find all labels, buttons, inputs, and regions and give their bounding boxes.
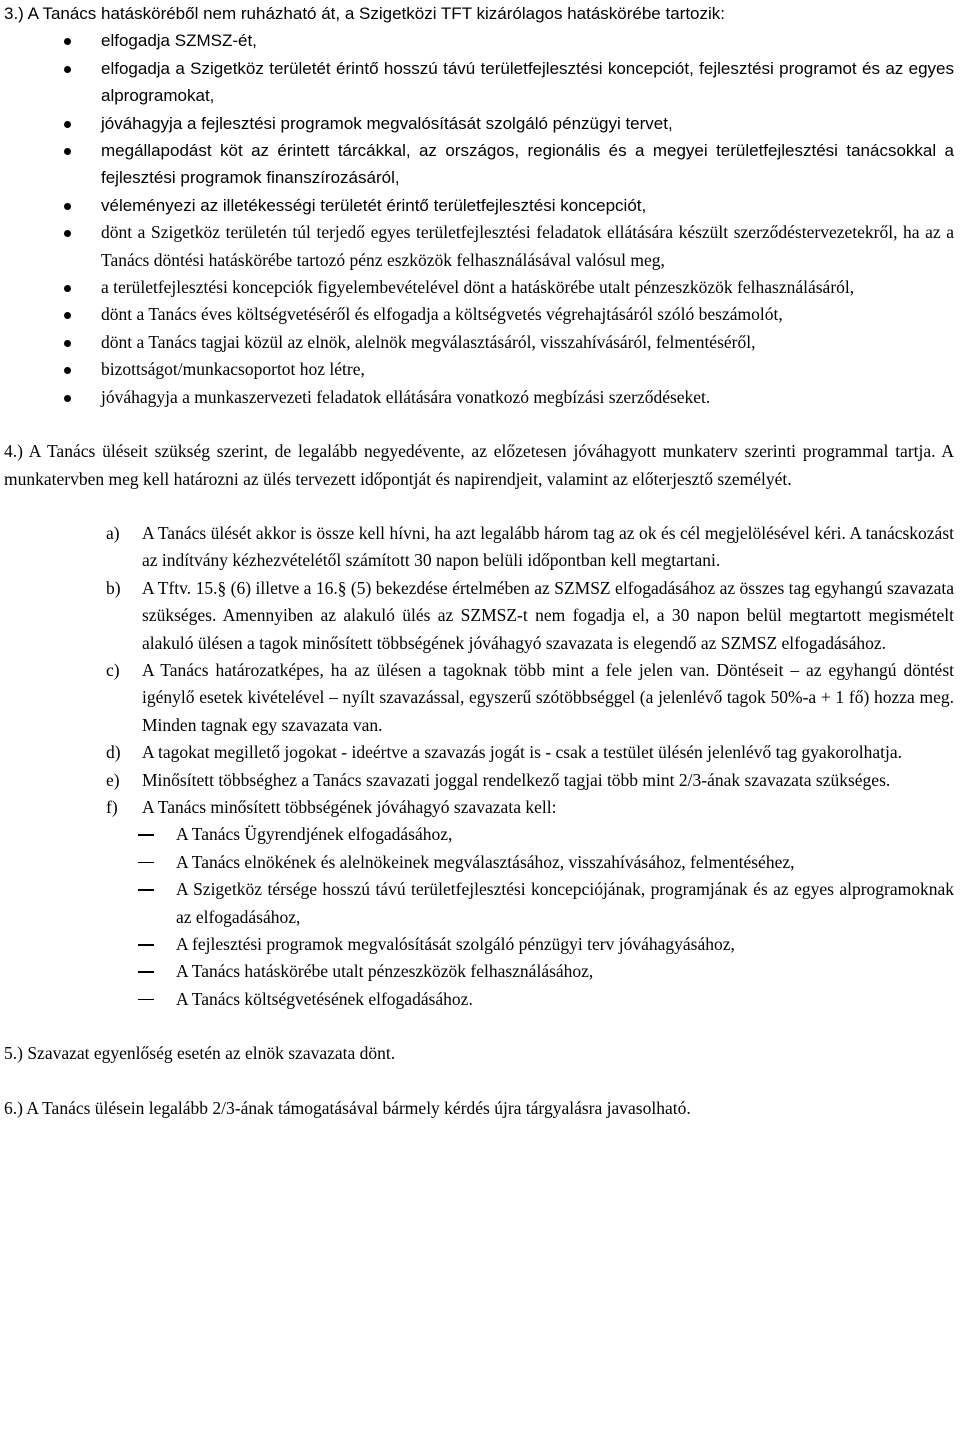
- list-item-text: A tagokat megillető jogokat - ideértve a szavazás jogát is - csak a testület ülésén jelenlévő tag gyakorolhatja.: [142, 742, 903, 763]
- list-item-text: A Tanács minősített többségének jóváhagyó szavazata kell:: [142, 796, 557, 817]
- list-item: [4, 55, 954, 110]
- bullet-icon: [64, 285, 71, 292]
- bullet-icon: [64, 340, 71, 347]
- bullet-icon: [64, 230, 71, 237]
- section-3-list: [4, 27, 954, 411]
- list-item-text: A fejlesztési programok megvalósítását szolgáló pénzügyi terv jóváhagyásához,: [176, 934, 735, 954]
- list-item-text: A Tftv. 15.§ (6) illetve a 16.§ (5) bekezdése értelmében az SZMSZ elfogadásához az összes tag egyhangú szavazata szükséges. Amennyiben az alakuló ülés az SZMSZ-t nem fogadja el, a 30 napon belül megtartott megismételt alakuló ülésen a tagok minősített többségének jóváhagyó szavazata is elegendő az SZMSZ elfogadásához.: [142, 577, 954, 653]
- list-letter: c): [106, 659, 120, 680]
- list-item-text: bizottságot/munkacsoportot hoz létre,: [101, 359, 365, 380]
- list-item-text: A Tanács elnökének és alelnökeinek megválasztásához, visszahívásához, felmentéséhez,: [176, 851, 795, 872]
- section-5-paragraph: 5.) Szavazat egyenlőség esetén az elnök szavazata dönt.: [4, 1043, 396, 1064]
- list-letter: e): [106, 769, 120, 790]
- section-6-paragraph: 6.) A Tanács ülésein legalább 2/3-ának támogatásával bármely kérdés újra tárgyalásra javasolható.: [4, 1097, 691, 1118]
- section-4-dash-list: [4, 821, 954, 1013]
- bullet-icon: [64, 203, 71, 210]
- list-item-text: A Tanács határozatképes, ha az ülésen a tagoknak több mint a fele jelen van. Döntéseit – az egyhangú döntést igénylő esetek kivételével – nyílt szavazással, egyszerű szótöbbséggel (a jelenlévő tagok 50%-a + 1 fő) hozza meg. Minden tagnak egy szavazata van.: [142, 659, 954, 735]
- bullet-icon: [64, 395, 71, 402]
- list-item: [4, 931, 954, 958]
- list-item-text: elfogadja SZMSZ-ét,: [101, 31, 257, 51]
- dash-icon: [138, 862, 154, 864]
- list-item: [4, 849, 954, 876]
- list-item-text: jóváhagyja a fejlesztési programok megvalósítását szolgáló pénzügyi tervet,: [101, 113, 673, 133]
- dash-icon: [138, 944, 154, 946]
- bullet-icon: [64, 38, 71, 45]
- dash-icon: [138, 999, 154, 1001]
- bullet-icon: [64, 66, 71, 73]
- list-item: [4, 301, 954, 328]
- list-item-text: véleményezi az illetékességi területét érintő területfejlesztési koncepciót,: [101, 195, 647, 215]
- list-item: [4, 739, 954, 766]
- list-item-text: dönt a Tanács tagjai közül az elnök, alelnök megválasztásáról, visszahívásáról, felmentéséről,: [101, 331, 756, 352]
- section-4-lettered-list: [4, 520, 954, 821]
- dash-icon: [138, 889, 154, 891]
- list-item-text: A Szigetköz térsége hosszú távú területfejlesztési koncepciójának, programjának és az egyes alprogramoknak az elfogadásához,: [176, 879, 954, 927]
- bullet-icon: [64, 121, 71, 128]
- list-item: [4, 274, 954, 301]
- list-item-text: megállapodást köt az érintett tárcákkal, az országos, regionális és a megyei területfejlesztési tanácsokkal a fejlesztési programok finanszírozásáról,: [101, 141, 954, 188]
- list-letter: f): [106, 796, 118, 817]
- list-item-text: dönt a Tanács éves költségvetéséről és elfogadja a költségvetés végrehajtásáról szóló beszámolót,: [101, 304, 783, 325]
- dash-icon: [138, 834, 154, 836]
- list-item: [4, 958, 954, 985]
- list-item-text: a területfejlesztési koncepciók figyelembevételével dönt a hatáskörébe utalt pénzeszközök felhasználásáról,: [101, 277, 855, 298]
- section-3-heading: 3.) A Tanács hatásköréből nem ruházható át, a Szigetközi TFT kizárólagos hatáskörébe tartozik:: [4, 4, 726, 23]
- list-item-text: Minősített többséghez a Tanács szavazati joggal rendelkező tagjai több mint 2/3-ának szavazata szükséges.: [142, 769, 891, 790]
- list-item: [4, 575, 954, 657]
- list-item-text: A Tanács költségvetésének elfogadásához.: [176, 988, 473, 1009]
- list-item: [4, 876, 954, 931]
- list-letter: a): [106, 522, 120, 543]
- list-letter: b): [106, 577, 121, 598]
- list-item: [4, 520, 954, 575]
- list-item: [4, 384, 954, 411]
- list-item-text: dönt a Szigetköz területén túl terjedő egyes területfejlesztési feladatok ellátására készült szerződéstervezetekről, ha az a Tanács döntési hatáskörébe tartozó pénz eszközök felhasználásával valósul meg,: [101, 222, 954, 270]
- list-item: [4, 356, 954, 383]
- list-letter: d): [106, 742, 121, 763]
- list-item-text: A Tanács hatáskörébe utalt pénzeszközök felhasználásához,: [176, 961, 594, 982]
- list-item-text: A Tanács ülését akkor is össze kell hívni, ha azt legalább három tag az ok és cél megjelölésével kéri. A tanácskozást az indítvány kézhezvételétől számított 30 napon belüli időpontban kell megtartani.: [142, 522, 954, 571]
- list-item-text: A Tanács Ügyrendjének elfogadásához,: [176, 824, 453, 845]
- list-item: [4, 767, 954, 794]
- list-item: [4, 27, 954, 54]
- list-item: [4, 657, 954, 739]
- list-item: [4, 137, 954, 192]
- list-item: [4, 821, 954, 848]
- list-item: [4, 110, 954, 137]
- dash-icon: [138, 971, 154, 973]
- bullet-icon: [64, 148, 71, 155]
- list-item: [4, 329, 954, 356]
- list-item: [4, 192, 954, 219]
- bullet-icon: [64, 367, 71, 374]
- list-item-text: elfogadja a Szigetköz területét érintő hosszú távú területfejlesztési koncepciót, fejlesztési programot és az egyes alprogramokat,: [101, 58, 954, 106]
- list-item-text: jóváhagyja a munkaszervezeti feladatok ellátására vonatkozó megbízási szerződéseket.: [101, 386, 711, 407]
- list-item: [4, 986, 954, 1013]
- bullet-icon: [64, 312, 71, 319]
- list-item: [4, 794, 954, 821]
- list-item: [4, 219, 954, 274]
- section-4-paragraph: 4.) A Tanács üléseit szükség szerint, de legalább negyedévente, az előzetesen jóváhagyott munkaterv szerinti programmal tartja. A munkatervben meg kell határozni az ülés tervezett időpontját és napirendjeit, valamint az előterjesztő személyét.: [4, 441, 954, 489]
